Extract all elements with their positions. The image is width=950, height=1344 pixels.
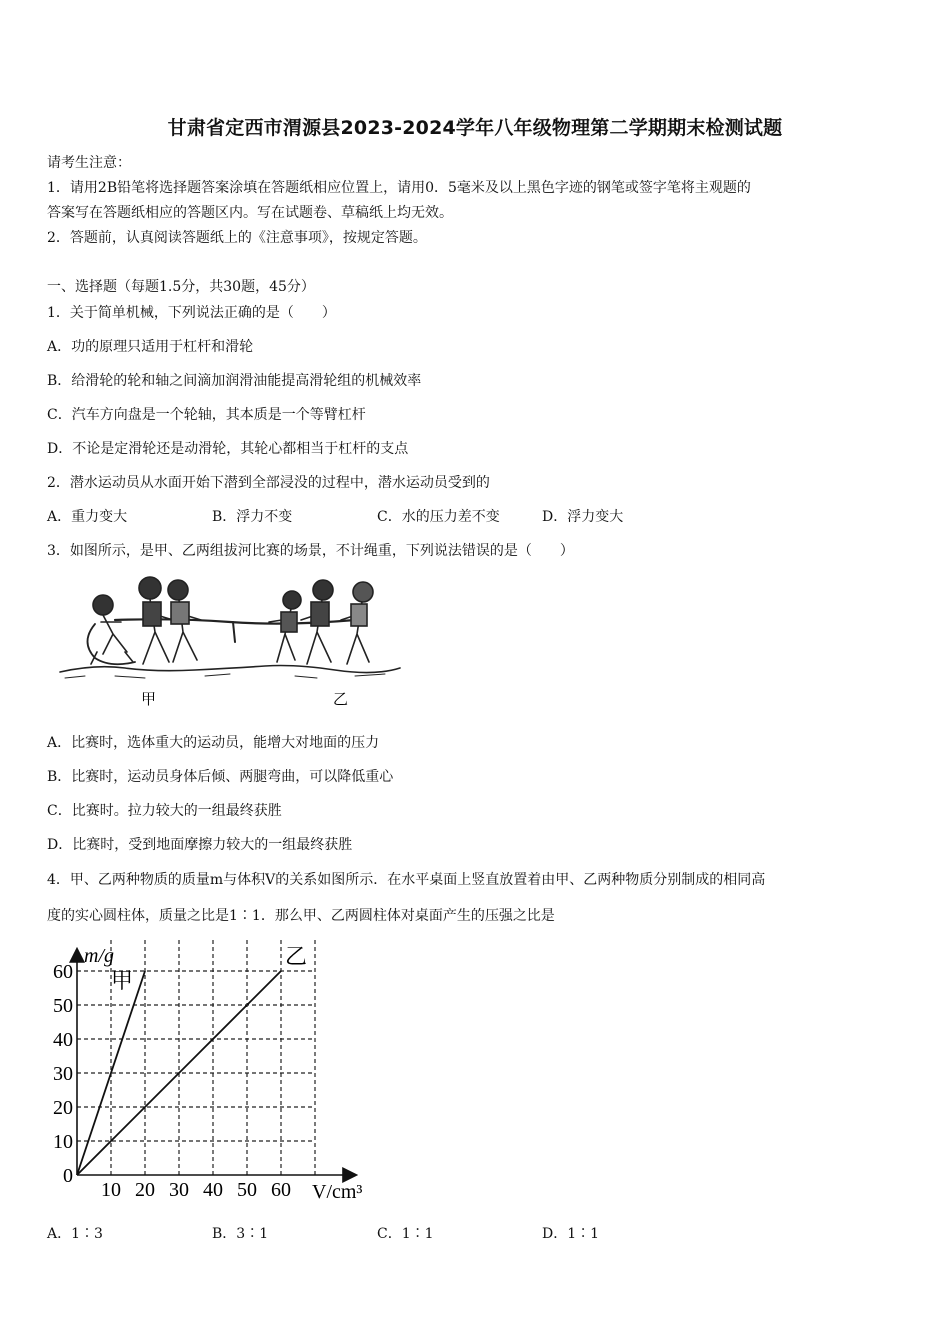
team-label-left: 甲 xyxy=(141,692,157,708)
q4-option-d: D．1∶1 xyxy=(542,1226,600,1242)
q4-stem-line-2: 度的实心圆柱体，质量之比是1∶1．那么甲、乙两圆柱体对桌面产生的压强之比是 xyxy=(47,908,555,924)
q3-option-d: D．比赛时，受到地面摩擦力较大的一组最终获胜 xyxy=(47,837,353,853)
x-tick-label: 30 xyxy=(169,1179,189,1201)
x-tick-label: 20 xyxy=(135,1179,155,1201)
series-label-yi: 乙 xyxy=(285,944,308,970)
section-heading: 一、选择题（每题1.5分，共30题，45分） xyxy=(47,279,315,295)
q3-option-b: B．比赛时，运动员身体后倾、两腿弯曲，可以降低重心 xyxy=(47,769,394,785)
series-label-jia: 甲 xyxy=(111,968,134,993)
y-tick-label: 50 xyxy=(53,995,73,1017)
q1-stem: 1．关于简单机械，下列说法正确的是（ ） xyxy=(47,305,336,321)
mass-volume-chart xyxy=(40,940,385,1210)
y-tick-label: 20 xyxy=(53,1097,73,1119)
q2-option-b: B．浮力不变 xyxy=(212,509,293,525)
team-label-right: 乙 xyxy=(333,692,349,708)
q3-option-a: A．比赛时，选体重大的运动员，能增大对地面的压力 xyxy=(47,735,380,751)
page-title: 甘肃省定西市渭源县2023-2024学年八年级物理第二学期期末检测试题 xyxy=(167,117,783,139)
q4-option-b: B．3∶1 xyxy=(212,1226,269,1242)
q3-stem: 3．如图所示，是甲、乙两组拔河比赛的场景，不计绳重，下列说法错误的是（ ） xyxy=(47,543,574,559)
q1-option-b: B．给滑轮的轮和轴之间滴加润滑油能提高滑轮组的机械效率 xyxy=(47,373,422,389)
notice-heading: 请考生注意： xyxy=(47,155,131,171)
x-tick-label: 10 xyxy=(101,1179,121,1201)
y-tick-label: 0 xyxy=(63,1165,73,1187)
q3-option-c: C．比赛时。拉力较大的一组最终获胜 xyxy=(47,803,282,819)
q2-option-c: C．水的压力差不变 xyxy=(377,509,500,525)
q4-option-a: A．1∶3 xyxy=(47,1226,103,1242)
x-tick-label: 50 xyxy=(237,1179,257,1201)
y-tick-label: 30 xyxy=(53,1063,73,1085)
y-axis-label: m/g xyxy=(84,945,114,967)
notice-item-1-line-1: 1．请用2B铅笔将选择题答案涂填在答题纸相应位置上，请用0．5毫米及以上黑色字迹的钢笔或签字笔将主观题的 xyxy=(47,180,751,196)
y-tick-label: 10 xyxy=(53,1131,73,1153)
x-tick-label: 40 xyxy=(203,1179,223,1201)
q2-option-d: D．浮力变大 xyxy=(542,509,624,525)
q4-stem-line-1: 4．甲、乙两种物质的质量m与体积V的关系如图所示．在水平桌面上竖直放置着由甲、乙两种物质分别制成的相同高 xyxy=(47,872,766,888)
q4-option-c: C．1∶1 xyxy=(377,1226,434,1242)
y-tick-label: 40 xyxy=(53,1029,73,1051)
x-tick-label: 60 xyxy=(271,1179,291,1201)
q1-option-d: D．不论是定滑轮还是动滑轮，其轮心都相当于杠杆的支点 xyxy=(47,441,409,457)
notice-item-1-line-2: 答案写在答题纸相应的答题区内。写在试题卷、草稿纸上均无效。 xyxy=(47,205,453,221)
q2-option-a: A．重力变大 xyxy=(47,509,128,525)
tug-of-war-illustration xyxy=(55,572,415,712)
y-tick-label: 60 xyxy=(53,961,73,983)
notice-item-2: 2．答题前，认真阅读答题纸上的《注意事项》，按规定答题。 xyxy=(47,230,427,246)
q1-option-c: C．汽车方向盘是一个轮轴，其本质是一个等臂杠杆 xyxy=(47,407,366,423)
q1-option-a: A．功的原理只适用于杠杆和滑轮 xyxy=(47,339,254,355)
x-axis-label: V/cm³ xyxy=(312,1181,363,1203)
q2-stem: 2．潜水运动员从水面开始下潜到全部浸没的过程中，潜水运动员受到的 xyxy=(47,475,490,491)
